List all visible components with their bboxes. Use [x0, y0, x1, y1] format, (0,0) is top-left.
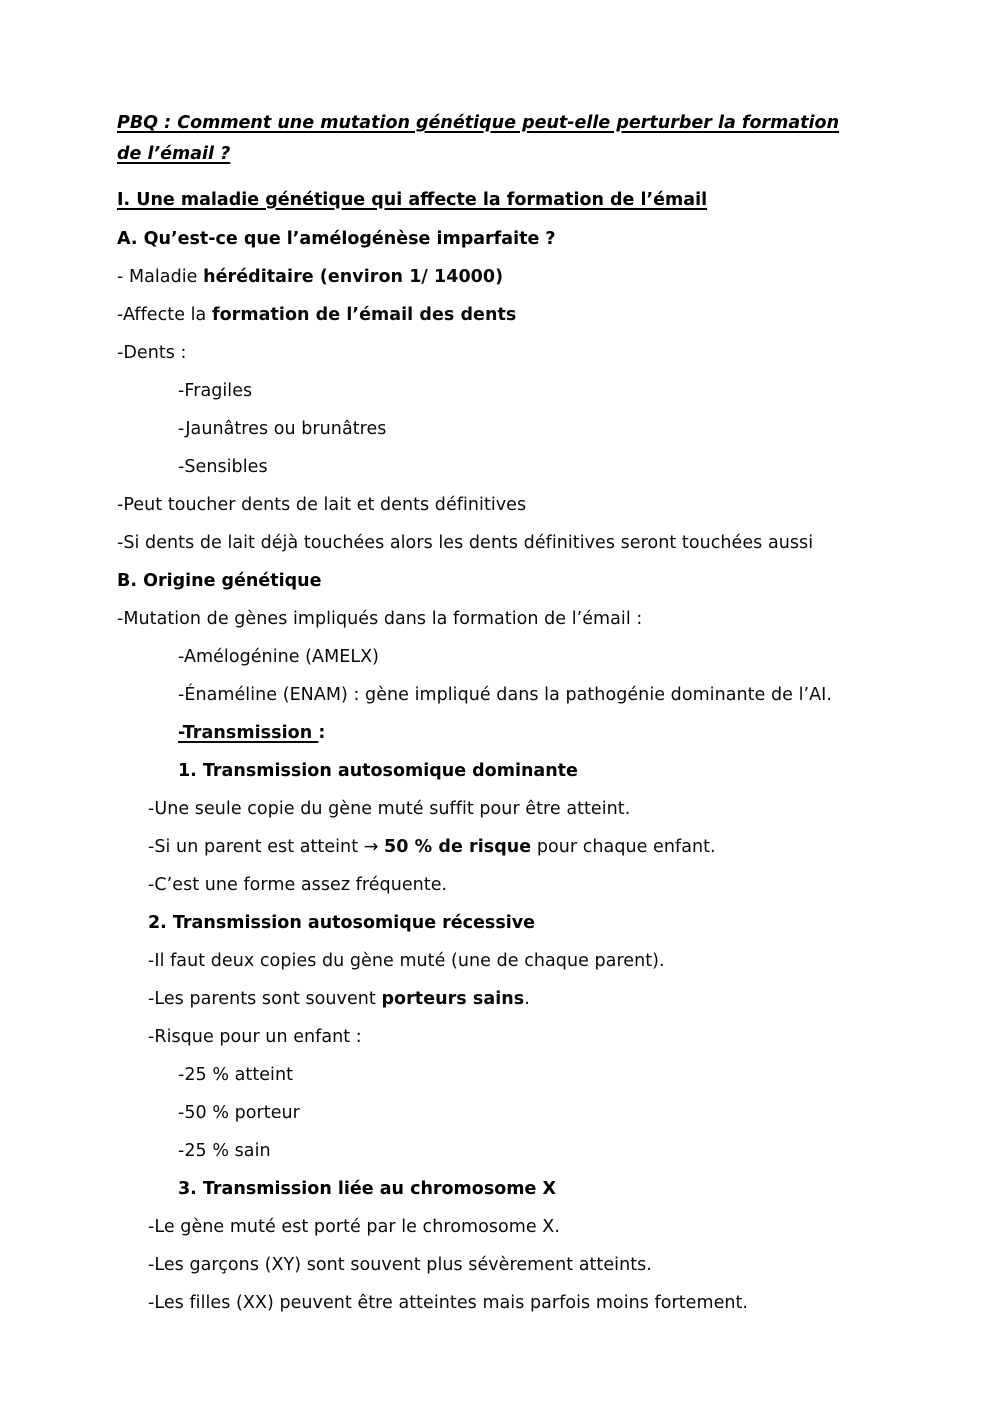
- line-sub1-1: -Une seule copie du gène muté suffit pour être atteint.: [148, 799, 631, 819]
- line-maladie: [117, 258, 877, 296]
- list-item: -Fragiles: [178, 381, 253, 401]
- heading-subsection-2: 2. Transmission autosomique récessive: [148, 913, 536, 933]
- list-item: -Jaunâtres ou brunâtres: [178, 419, 387, 439]
- line-maladie-prefix: - Maladie: [117, 267, 204, 287]
- transmission-label-row: [178, 714, 877, 752]
- page-title-line-2: de l’émail ?: [117, 144, 231, 164]
- line-sub1-2-bold: 50 % de risque: [384, 837, 532, 857]
- list-item-gene: -Amélogénine (AMELX): [178, 647, 380, 667]
- document-body: [117, 108, 877, 1322]
- line-si-dents: -Si dents de lait déjà touchées alors les dents définitives seront touchées aussi: [117, 533, 814, 553]
- page-title-line-1: PBQ : Comment une mutation génétique peut-elle perturber la formation: [117, 113, 840, 133]
- heading-subsection-3: 3. Transmission liée au chromosome X: [178, 1179, 556, 1199]
- line-maladie-bold: héréditaire (environ 1/ 14000): [203, 267, 504, 287]
- line-sub2-1: -Il faut deux copies du gène muté (une de chaque parent).: [148, 951, 665, 971]
- line-sub2-2: [148, 980, 877, 1018]
- heading-section-b: B. Origine génétique: [117, 571, 322, 591]
- heading-subsection-1: 1. Transmission autosomique dominante: [178, 761, 578, 781]
- line-sub1-3: -C’est une forme assez fréquente.: [148, 875, 448, 895]
- list-item: -Sensibles: [178, 457, 268, 477]
- list-item-risk: -50 % porteur: [178, 1103, 300, 1123]
- line-affecte-prefix: -Affecte la: [117, 305, 212, 325]
- transmission-label: -Transmission: [178, 723, 319, 743]
- heading-roman-1-wrap: [117, 181, 877, 219]
- line-sub2-2-bold: porteurs sains: [381, 989, 525, 1009]
- page-title: [117, 108, 877, 170]
- line-sub2-2-prefix: -Les parents sont souvent: [148, 989, 382, 1009]
- line-sub2-2-suffix: .: [524, 989, 530, 1009]
- list-item-risk: -25 % sain: [178, 1141, 271, 1161]
- line-mutation: -Mutation de gènes impliqués dans la formation de l’émail :: [117, 609, 643, 629]
- list-item-risk: -25 % atteint: [178, 1065, 294, 1085]
- line-affecte: [117, 296, 877, 334]
- line-dents: -Dents :: [117, 343, 187, 363]
- line-sub1-2-suffix: pour chaque enfant.: [531, 837, 716, 857]
- line-sub1-2-prefix: -Si un parent est atteint →: [148, 837, 385, 857]
- line-sub2-3: -Risque pour un enfant :: [148, 1027, 362, 1047]
- line-peut-toucher: -Peut toucher dents de lait et dents définitives: [117, 495, 527, 515]
- line-sub1-2: [148, 828, 877, 866]
- line-sub3-2: -Les garçons (XY) sont souvent plus sévèrement atteints.: [148, 1255, 652, 1275]
- list-item-gene: -Énaméline (ENAM) : gène impliqué dans la pathogénie dominante de l’AI.: [178, 685, 832, 705]
- heading-roman-1: I. Une maladie génétique qui affecte la formation de l’émail: [117, 190, 708, 210]
- line-sub3-3: -Les filles (XX) peuvent être atteintes mais parfois moins fortement.: [148, 1293, 749, 1313]
- transmission-colon: :: [318, 723, 326, 743]
- heading-section-a: A. Qu’est-ce que l’amélogénèse imparfaite ?: [117, 229, 556, 249]
- line-sub3-1: -Le gène muté est porté par le chromosome X.: [148, 1217, 560, 1237]
- line-affecte-bold: formation de l’émail des dents: [211, 305, 517, 325]
